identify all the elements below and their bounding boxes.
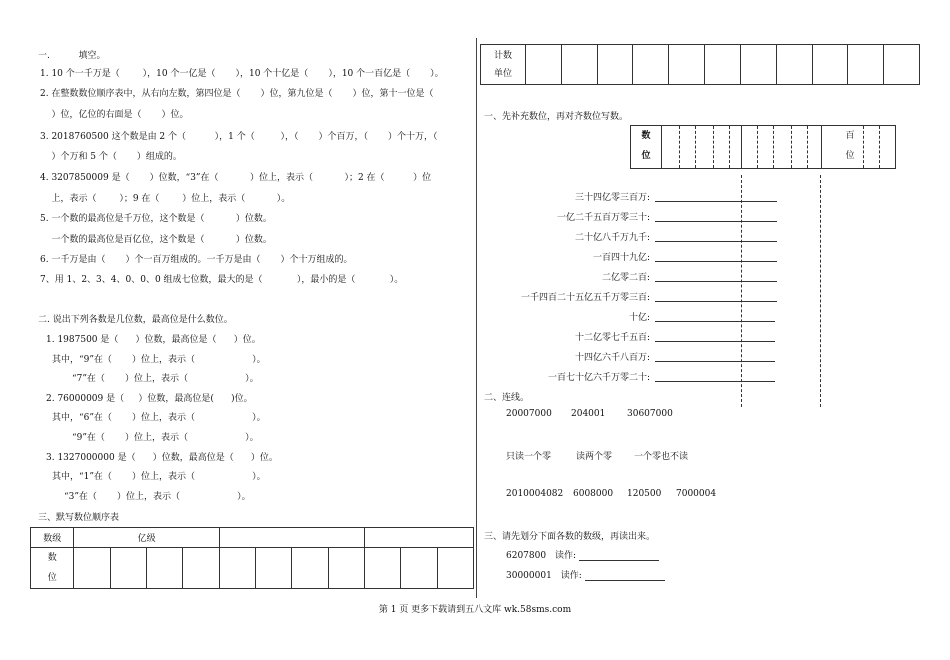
fill-line-2: 2. 在整数数位顺序表中，从右向左数，第四位是（ ）位，第九位是（ ）位，第十一位是（	[40, 89, 434, 99]
match-number-3[interactable]: 30607000	[627, 409, 673, 419]
page-footer: 第 1 页 更多下载请到五八文库 wk.58sms.com	[378, 605, 572, 615]
unit-cell[interactable]	[597, 45, 633, 85]
place-separator	[879, 126, 880, 168]
place-separator	[807, 126, 808, 168]
place-value-table	[30, 527, 474, 589]
bai-wei-label	[836, 126, 864, 168]
place-separator-solid	[741, 126, 742, 168]
number-item-5: 二亿零二百:	[601, 273, 650, 283]
answer-line[interactable]	[655, 221, 777, 222]
place-separator	[679, 126, 680, 168]
q2-line-4: 2. 76000009 是（ ）位数，最高位是( )位。	[46, 394, 253, 404]
place-separator-solid	[821, 126, 822, 168]
answer-line[interactable]	[655, 241, 777, 242]
fill-line-10: 6. 一千万是由（ ）个一百万组成的。一千万是由（ ）个十万组成的。	[40, 255, 353, 265]
jishu-label: 计数	[493, 50, 512, 61]
place-separator	[773, 126, 774, 168]
right-section-2-title: 二、连线。	[484, 393, 530, 403]
place-separator	[863, 126, 864, 168]
q2-line-1: 1. 1987500 是（ ）位数，最高位是（ ）位。	[46, 335, 261, 345]
read-label: 读作:	[554, 551, 577, 561]
q2-line-7: 3. 1327000000 是（ ）位数，最高位是（ ）位。	[46, 453, 278, 463]
fill-line-1: 1. 10 个一千万是（ ），10 个一亿是（ ），10 个十亿是（ ），10 个一百亿是（ ）。	[40, 69, 444, 79]
unit-cell[interactable]	[740, 45, 776, 85]
guide-line	[820, 175, 821, 407]
table-wei: 位	[47, 573, 57, 583]
unit-cell[interactable]	[633, 45, 669, 85]
unit-cell[interactable]	[776, 45, 812, 85]
table-cell[interactable]	[256, 548, 292, 589]
number-item-7: 十亿:	[628, 313, 650, 323]
table-header-blank-1[interactable]	[219, 528, 364, 548]
counting-unit-table	[480, 44, 920, 85]
fill-line-7: 上，表示（ ）；9 在（ ）位上，表示（ ）。	[40, 194, 291, 204]
column-divider	[476, 38, 477, 598]
match-option-1[interactable]: 只读一个零	[506, 452, 552, 462]
fill-line-6: 4. 3207850009 是（ ）位数，“3”在（ ）位上，表示（ ）；2 在（ ）位	[40, 173, 432, 183]
table-cell[interactable]	[110, 548, 146, 589]
fill-line-4: 3. 2018760500 这个数是由 2 个（ ），1 个（ ），（ ）个百万，（ ）个十万，（	[40, 132, 438, 142]
read-number: 30000001	[506, 571, 552, 581]
read-answer-line[interactable]	[585, 580, 665, 581]
unit-cell[interactable]	[884, 45, 920, 85]
match-number-6[interactable]: 120500	[627, 489, 662, 499]
answer-line[interactable]	[655, 361, 775, 362]
place-separator	[791, 126, 792, 168]
fill-line-11: 7、用 1、2、3、4、0、0、0 组成七位数，最大的是（ ），最小的是（ ）。	[40, 275, 404, 285]
unit-cell[interactable]	[812, 45, 848, 85]
number-item-6: 一千四百二十五亿五千万零三百:	[520, 293, 650, 303]
unit-cell[interactable]	[705, 45, 741, 85]
table-cell[interactable]	[365, 548, 401, 589]
number-item-3: 二十亿八千万九千:	[574, 233, 650, 243]
number-item-10: 一百七十亿六千万零二十:	[547, 373, 650, 383]
read-label: 读作:	[560, 571, 582, 581]
answer-line[interactable]	[655, 381, 775, 382]
shu-label: 数	[641, 131, 651, 141]
number-item-1: 三十四亿零三百万:	[574, 193, 650, 203]
number-item-2: 一亿二千五百万零三十:	[556, 213, 650, 223]
unit-cell[interactable]	[848, 45, 884, 85]
danwei-label: 单位	[493, 68, 512, 79]
table-row-label	[31, 548, 74, 589]
read-item-1	[506, 548, 659, 561]
fill-line-8: 5. 一个数的最高位是千万位，这个数是（ ）位数。	[40, 214, 272, 224]
q2-line-3: “7”在（ ）位上，表示（ ）。	[72, 374, 259, 384]
read-answer-line[interactable]	[579, 560, 659, 561]
bai-label: 百	[845, 131, 855, 141]
section-2-title: 二. 说出下列各数是几位数，最高位是什么数位。	[38, 315, 233, 325]
match-number-2[interactable]: 204001	[571, 409, 606, 419]
unit-cell[interactable]	[561, 45, 597, 85]
right-section-3-title: 三、请先划分下面各数的数级，再读出来。	[484, 532, 656, 542]
number-item-4: 一百四十九亿:	[592, 253, 650, 263]
place-separator	[695, 126, 696, 168]
table-header-shuji: 数级	[31, 528, 74, 548]
table-cell[interactable]	[147, 548, 183, 589]
q2-line-5: 其中，“6”在（ ）位上，表示（ ）。	[52, 413, 266, 423]
match-number-7[interactable]: 7000004	[676, 489, 717, 499]
table-cell[interactable]	[219, 548, 255, 589]
wei-label: 位	[641, 151, 651, 161]
match-number-1[interactable]: 20007000	[506, 409, 552, 419]
match-number-5[interactable]: 6008000	[573, 489, 614, 499]
match-option-2[interactable]: 读两个零	[576, 452, 613, 462]
match-number-4[interactable]: 2010004082	[506, 489, 564, 499]
unit-cell[interactable]	[526, 45, 562, 85]
counting-unit-label	[481, 45, 526, 85]
answer-line[interactable]	[655, 281, 777, 282]
fill-line-3: ）位，亿位的右面是（ ）位。	[40, 110, 189, 120]
place-separator	[713, 126, 714, 168]
q2-line-8: 其中，“1”在（ ）位上，表示（ ）。	[52, 472, 266, 482]
place-separator	[757, 126, 758, 168]
read-item-2	[506, 568, 665, 581]
digit-place-box	[630, 125, 896, 169]
table-header-blank-2[interactable]	[365, 528, 474, 548]
answer-line[interactable]	[655, 261, 777, 262]
answer-line[interactable]	[655, 201, 777, 202]
table-header-yiji: 亿级	[74, 528, 219, 548]
right-section-1-title: 一、先补充数位，再对齐数位写数。	[484, 112, 629, 122]
table-cell[interactable]	[74, 548, 110, 589]
table-cell[interactable]	[437, 548, 473, 589]
number-item-9: 十四亿六千八百万:	[574, 353, 650, 363]
match-option-3[interactable]: 一个零也不读	[634, 452, 689, 462]
table-shu: 数	[47, 553, 57, 563]
unit-cell[interactable]	[669, 45, 705, 85]
fill-line-9: 一个数的最高位是百亿位，这个数是（ ）位数。	[40, 235, 272, 245]
read-number: 6207800	[506, 551, 547, 561]
section-1-title: 一. 填空。	[38, 51, 106, 61]
section-3-title: 三、默写数位顺序表	[38, 513, 120, 523]
table-cell[interactable]	[401, 548, 437, 589]
fill-line-5: ）个万和 5 个（ ）组成的。	[40, 152, 182, 162]
place-separator	[729, 126, 730, 168]
q2-line-9: “3”在（ ）位上，表示（ ）。	[64, 492, 251, 502]
table-cell[interactable]	[292, 548, 328, 589]
digit-place-label	[631, 126, 662, 168]
table-cell[interactable]	[328, 548, 364, 589]
table-cell[interactable]	[183, 548, 219, 589]
q2-line-6: “9”在（ ）位上，表示（ ）。	[72, 433, 259, 443]
guide-line	[741, 175, 742, 407]
wei2-label: 位	[845, 151, 855, 161]
number-item-8: 十二亿零七千五百:	[574, 333, 650, 343]
answer-line[interactable]	[655, 341, 775, 342]
answer-line[interactable]	[655, 301, 777, 302]
q2-line-2: 其中，“9”在（ ）位上，表示（ ）。	[52, 355, 266, 365]
answer-line[interactable]	[655, 321, 775, 322]
